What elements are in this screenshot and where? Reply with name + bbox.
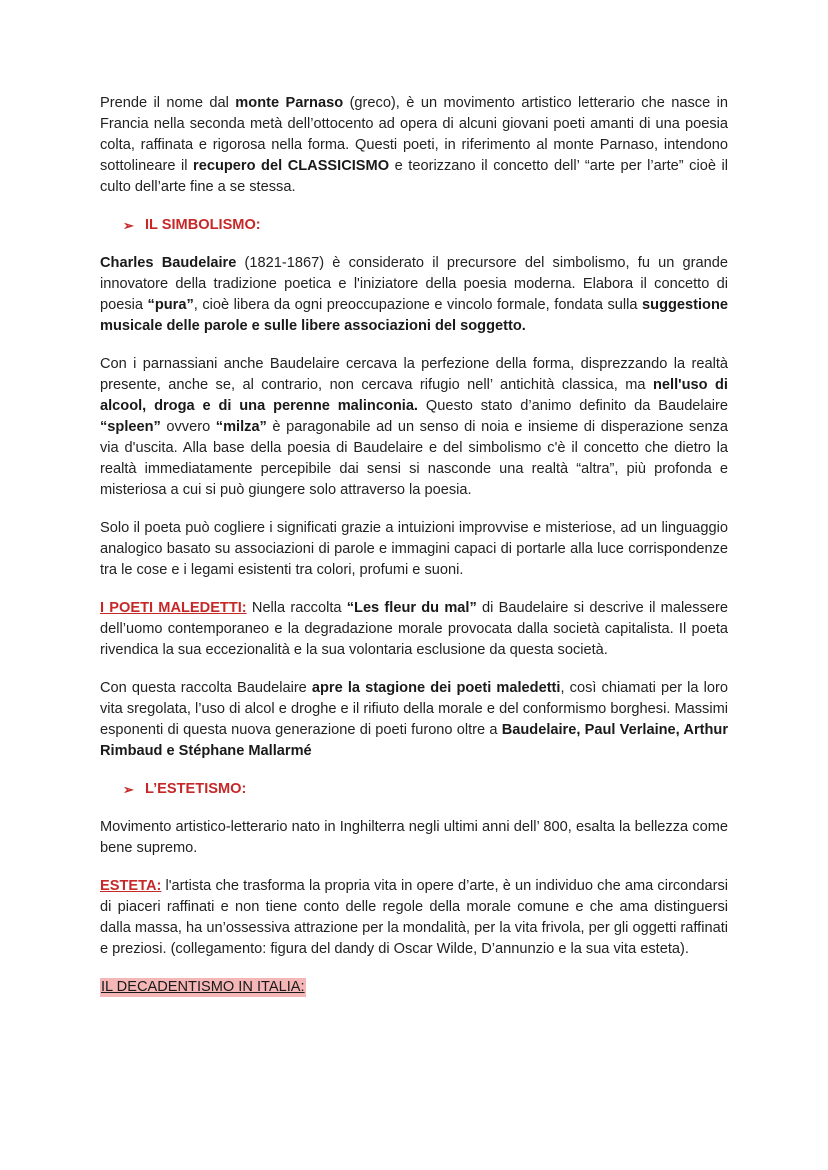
bold-spleen: “spleen” (100, 419, 161, 435)
label-poeti-maledetti: I POETI MALEDETTI: (100, 600, 247, 616)
paragraph-poeti-maledetti: I POETI MALEDETTI: Nella raccolta “Les fleur du mal” di Baudelaire si descrive il malessere dell’uomo contemporaneo e la degradazione morale provocata dalla società capitalista. Il poeta rivendica la sua eccezionalità e la sua volontaria esclusione da questa società. (100, 600, 728, 658)
paragraph-baudelaire: Charles Baudelaire (1821-1867) è considerato il precursore del simbolismo, fu un grande innovatore della tradizione poetica e l'iniziatore della poesia moderna. Elabora il concetto di poesia “pura”, cioè libera da ogni preoccupazione e vincolo formale, fondata sulla suggestione musicale delle parole e sulle libere associazioni del soggetto. (100, 255, 728, 334)
bold-suggestione-musicale: suggestione musicale delle parole e sulle libere associazioni del soggetto. (100, 297, 728, 334)
bold-apre-stagione: apre la stagione dei poeti maledetti (311, 680, 561, 696)
paragraph-poeta-intuizioni: Solo il poeta può cogliere i significati grazie a intuizioni improvvise e misteriose, ad un linguaggio analogico basato su associazioni di parole e immagini capaci di portarle alla luce corrispondenze tra le cose e i legami esistenti tra colori, profumi e suoni. (100, 520, 728, 578)
heading-simbolismo (100, 215, 728, 236)
bold-alcool-droga: nell'uso di alcool, droga e di una perenne malinconia. (100, 377, 728, 414)
bold-esponenti: Baudelaire, Paul Verlaine, Arthur Rimbaud e Stéphane Mallarmé (100, 722, 728, 759)
arrow-bullet-icon: ➢ (123, 218, 134, 233)
arrow-bullet-icon: ➢ (123, 782, 134, 797)
paragraph-estetismo: Movimento artistico-letterario nato in Inghilterra negli ultimi anni dell’ 800, esalta la bellezza come bene supremo. (100, 819, 728, 856)
paragraph-stagione-maledetti: Con questa raccolta Baudelaire apre la stagione dei poeti maledetti, così chiamati per la loro vita sregolata, l’uso di alcol e droghe e il rifiuto della morale e del conformismo borghesi. Massimi esponenti di questa nuova generazione di poeti furono oltre a Baudelaire, Paul Verlaine, Arthur Rimbaud e Stéphane Mallarmé (100, 680, 728, 759)
paragraph-parnassianesimo: Prende il nome dal monte Parnaso (greco), è un movimento artistico letterario che nasce in Francia nella seconda metà dell’ottocento ad opera di alcuni giovani poeti amanti di una poesia colta, raffinata e rigorosa nella forma. Questi poeti, in riferimento al monte Parnaso, intendono sottolineare il recupero del CLASSICISMO e teorizzano il concetto dell’ “arte per l’arte” cioè il culto dell’arte fine a se stessa. (100, 95, 728, 195)
bold-pura: “pura” (147, 297, 194, 313)
paragraph-decadentismo-heading (100, 977, 728, 998)
heading-decadentismo-italia: IL DECADENTISMO IN ITALIA: (101, 979, 305, 995)
document-body (100, 93, 728, 1015)
heading-estetismo (100, 779, 728, 800)
heading-simbolismo-label: IL SIMBOLISMO: (145, 217, 261, 233)
heading-estetismo-label: L’ESTETISMO: (145, 781, 247, 797)
bold-milza: “milza” (215, 419, 267, 435)
bold-les-fleur-du-mal: “Les fleur du mal” (346, 600, 477, 616)
bold-charles-baudelaire: Charles Baudelaire (100, 255, 237, 271)
paragraph-spleen: Con i parnassiani anche Baudelaire cercava la perfezione della forma, disprezzando la realtà presente, anche se, al contrario, non cercava rifugio nell’ antichità classica, ma nell'uso di alcool, droga e di una perenne malinconia. Questo stato d’animo definito da Baudelaire “spleen” ovvero “milza” è paragonabile ad un senso di noia e insieme di disperazione senza via d'uscita. Alla base della poesia di Baudelaire e del simbolismo c'è il concetto che dietro la realtà immediatamente percepibile dai sensi si nasconde una realtà “altra”, più profonda e misteriosa a cui si può giungere solo attraverso la poesia. (100, 356, 728, 498)
bold-monte-parnaso: monte Parnaso (235, 95, 344, 111)
bold-recupero-classicismo: recupero del CLASSICISMO (193, 158, 390, 174)
label-esteta: ESTETA: (100, 878, 162, 894)
paragraph-esteta: ESTETA: l'artista che trasforma la propria vita in opere d’arte, è un individuo che ama circondarsi di piaceri raffinati e non tiene conto delle regole della morale comune e che ama distinguersi dalla massa, ha un’ossessiva attrazione per la mondalità, per la vita frivola, per gli oggetti raffinati e preziosi. (collegamento: figura del dandy di Oscar Wilde, D’annunzio e la sua vita esteta). (100, 878, 728, 957)
